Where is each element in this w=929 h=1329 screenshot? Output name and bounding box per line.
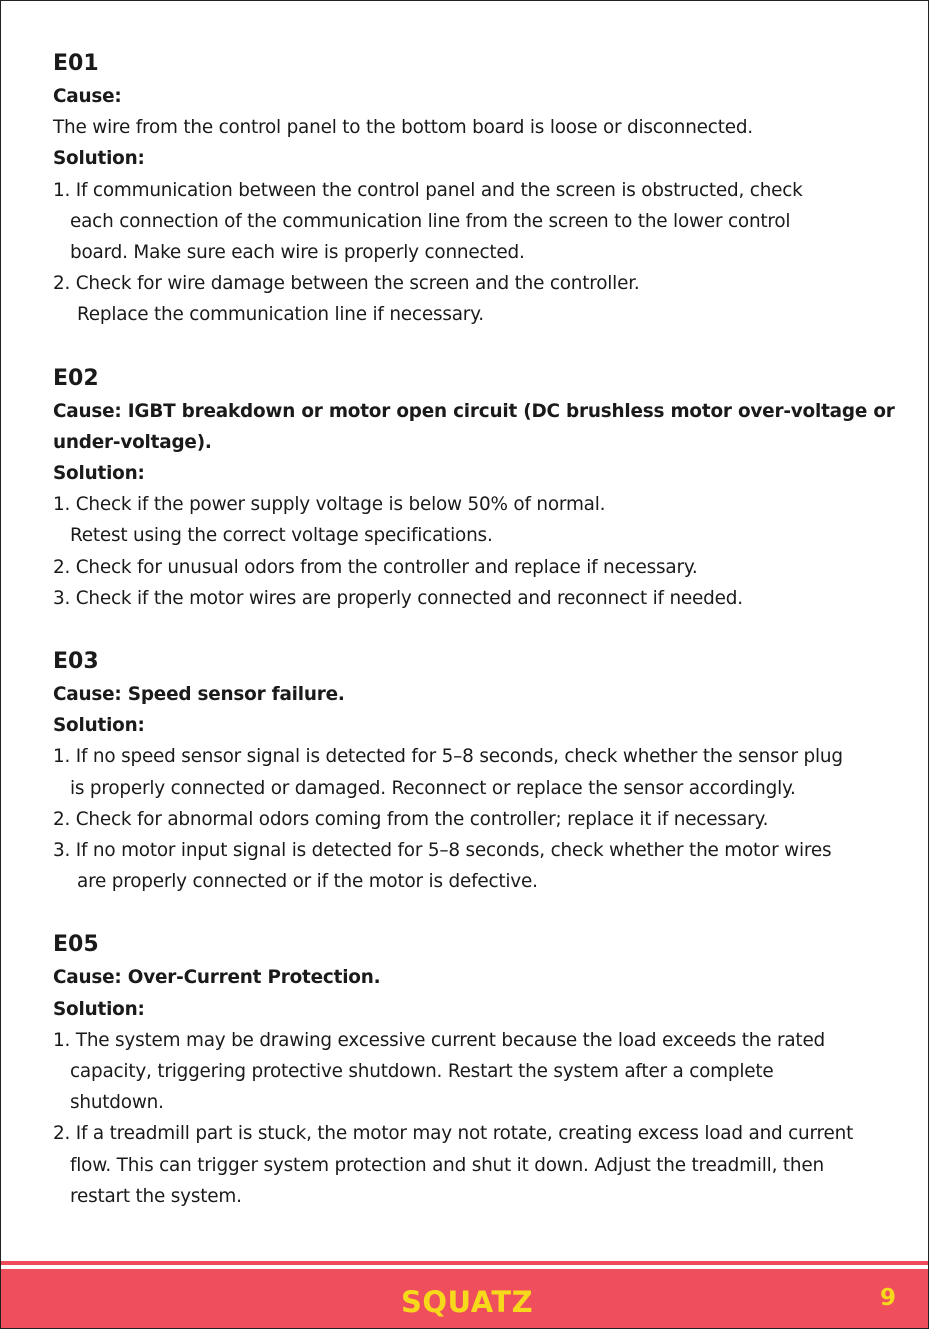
solution-label: Solution: (53, 463, 145, 485)
step-line: Retest using the correct voltage specifications. (70, 525, 493, 547)
step-line: shutdown. (70, 1092, 164, 1114)
step-line: 2. If a treadmill part is stuck, the motor may not rotate, creating excess load and current (53, 1123, 854, 1145)
step-line: 2. Check for wire damage between the screen and the controller. (53, 273, 640, 295)
step-line: are properly connected or if the motor is defective. (77, 871, 538, 893)
cause-label: Cause: (53, 400, 122, 422)
step-line: each connection of the communication line from the screen to the lower control (70, 210, 791, 232)
step-line: capacity, triggering protective shutdown. Restart the system after a complete (70, 1061, 774, 1083)
step-line: 1. If communication between the control panel and the screen is obstructed, check (53, 179, 803, 201)
cause-line (53, 396, 895, 427)
step-line: 1. The system may be drawing excessive current because the load exceeds the rated (53, 1029, 826, 1051)
cause-text: The wire from the control panel to the bottom board is loose or disconnected. (53, 117, 753, 139)
step-line: 2. Check for abnormal odors coming from the controller; replace it if necessary. (53, 808, 769, 830)
cause-line (53, 679, 883, 710)
error-code-heading: E01 (53, 51, 99, 76)
cause-text: IGBT breakdown or motor open circuit (DC brushless motor over-voltage or (121, 400, 895, 422)
solution-label: Solution: (53, 998, 145, 1020)
error-code-heading: E05 (53, 932, 99, 958)
error-section-e01 (53, 47, 883, 331)
step-line: Replace the communication line if necessary. (77, 304, 484, 326)
solution-label: Solution: (53, 148, 145, 170)
error-code-list (53, 47, 895, 1243)
solution-label: Solution: (53, 715, 145, 737)
step-line: 3. Check if the motor wires are properly connected and reconnect if needed. (53, 587, 743, 609)
step-line: flow. This can trigger system protection and shut it down. Adjust the treadmill, then (70, 1154, 824, 1176)
cause-text: Speed sensor failure. (121, 684, 345, 706)
step-line: restart the system. (70, 1185, 242, 1207)
cause-label: Cause: (53, 967, 122, 989)
cause-label: Cause: (53, 684, 122, 706)
error-section-e03 (53, 645, 883, 897)
error-code-heading: E03 (53, 649, 99, 675)
brand-logo: SQUATZ (401, 1285, 534, 1319)
footer-bar (1, 1269, 928, 1328)
step-line: 3. If no motor input signal is detected for 5–8 seconds, check whether the motor wires (53, 840, 832, 862)
step-line: 1. Check if the power supply voltage is below 50% of normal. (53, 494, 606, 516)
error-section-e05 (53, 928, 883, 1212)
error-code-heading: E02 (53, 365, 99, 391)
cause-line (53, 962, 883, 993)
cause-text-continued: under-voltage). (53, 431, 212, 453)
step-line: 2. Check for unusual odors from the controller and replace if necessary. (53, 556, 698, 578)
step-line: is properly connected or damaged. Reconnect or replace the sensor accordingly. (70, 777, 796, 799)
cause-text: Over-Current Protection. (121, 967, 381, 989)
error-section-e02 (53, 362, 895, 614)
step-line: 1. If no speed sensor signal is detected for 5–8 seconds, check whether the sensor plug (53, 746, 843, 768)
page-number: 9 (879, 1285, 896, 1311)
cause-label: Cause: (53, 86, 122, 107)
step-line: board. Make sure each wire is properly connected. (70, 242, 525, 264)
